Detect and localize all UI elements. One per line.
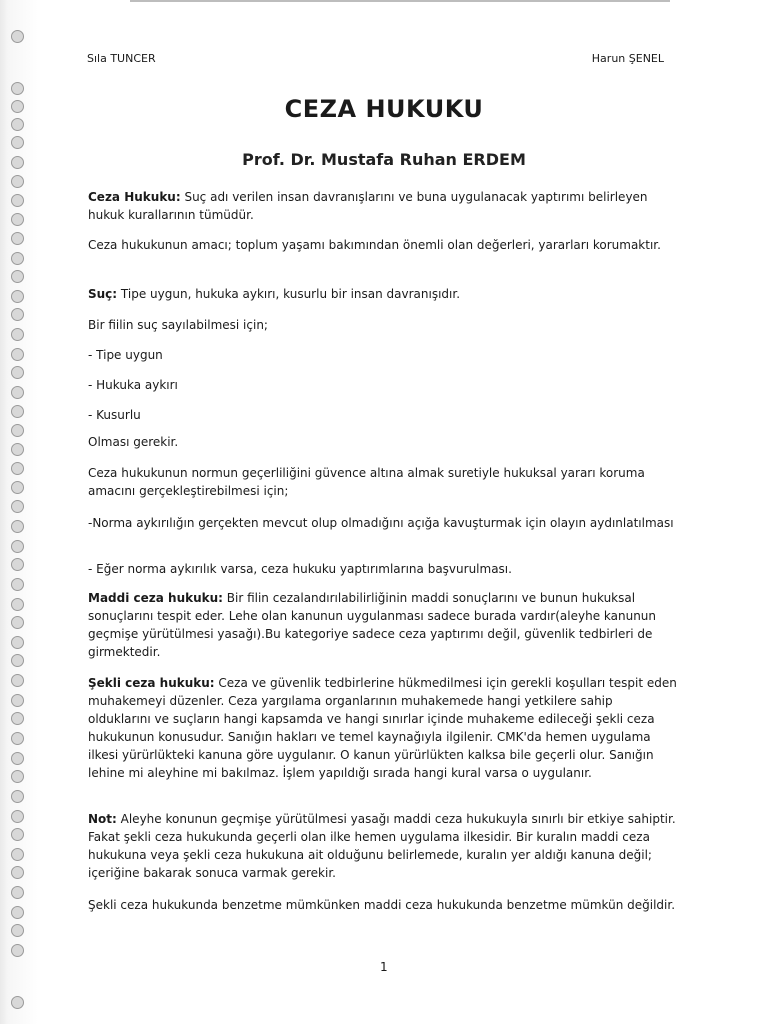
paragraph-text: - Tipe uygun [88,348,163,362]
paragraph-term: Not: [88,812,117,826]
paragraph-text: Suç adı verilen insan davranışlarını ve buna uygulanacak yaptırımı belirleyen hukuk kurallarının tümüdür. [88,190,648,222]
paragraph-text: -Norma aykırılığın gerçekten mevcut olup olmadığını açığa kavuşturmak için olayın aydınlatılması [88,516,674,530]
paragraph-benzetme [88,896,678,914]
list-item-hukuka-aykiri [88,376,678,394]
document-subtitle: Prof. Dr. Mustafa Ruhan ERDEM [242,150,526,169]
paragraph-text: - Hukuka aykırı [88,378,178,392]
paragraph-text: Ceza hukukunun amacı; toplum yaşamı bakımından önemli olan değerleri, yararları korumaktır. [88,238,661,252]
paragraph-suc-sartlari [88,316,678,334]
list-item-kusurlu [88,406,678,424]
paragraph-not [88,810,678,882]
paragraph-text: Şekli ceza hukukunda benzetme mümkünken maddi ceza hukukunda benzetme mümkün değildir. [88,898,676,912]
paragraph-text: Bir fiilin suç sayılabilmesi için; [88,318,268,332]
paragraph-olmasi-gerekir [88,433,678,451]
list-item-aydinlatma [88,514,678,532]
paragraph-ceza-hukuku [88,188,678,224]
paragraph-term: Maddi ceza hukuku: [88,591,223,605]
paragraph-term: Ceza Hukuku: [88,190,181,204]
paragraph-text: Aleyhe konunun geçmişe yürütülmesi yasağı maddi ceza hukukuyla sınırlı bir etkiye sahiptir. Fakat şekli ceza hukukunda geçerli olan ilke hemen uygulama ilkesidir. Bir kuralın maddi ceza hukukuna veya şekli ceza hukukuna ait olduğunu belirlemede, kuralın yer aldığı kanuna değil; içeriğine bakarak sonuca varmak gerekir. [88,812,676,880]
paragraph-term: Şekli ceza hukuku: [88,676,215,690]
author-left: Sıla TUNCER [87,52,156,65]
list-item-tipe-uygun [88,346,678,364]
paragraph-normun-gecerliligi [88,464,678,500]
paragraph-term: Suç: [88,287,118,301]
list-item-yaptirim [88,560,678,578]
paragraph-text: Ceza hukukunun normun geçerliliğini güvence altına almak suretiyle hukuksal yararı koruma amacını gerçekleştirebilmesi için; [88,466,645,498]
paragraph-sekli-ceza-hukuku [88,674,678,782]
paragraph-amac [88,236,678,254]
author-right: Harun ŞENEL [591,52,664,65]
paragraph-text: Ceza ve güvenlik tedbirlerine hükmedilmesi için gerekli koşulları tespit eden muhakemeyi düzenler. Ceza yargılama organlarının muhakemede hangi yetkilere sahip olduklarını ve suçların hangi kapsamda ve hangi sınırlar içinde muhakeme edileceği şekli ceza hukukunun konusudur. Sanığın hakları ve temel kaynağıyla ilgilenir. CMK'da hemen uygulama ilkesi yürürlükteki kanuna göre uygulanır. O kanun yürürlükten kalksa bile geçerli olur. Sanığın lehine mi aleyhine mi bakılmaz. İşlem yapıldığı sırada hangi kural varsa o uygulanır. [88,676,677,780]
paragraph-text: - Kusurlu [88,408,141,422]
paragraph-text: Tipe uygun, hukuka aykırı, kusurlu bir insan davranışıdır. [117,287,461,301]
paragraph-maddi-ceza-hukuku [88,589,678,661]
page-number: 1 [380,960,388,974]
paragraph-suc [88,285,678,303]
document-title: CEZA HUKUKU [284,95,484,123]
paragraph-text: - Eğer norma aykırılık varsa, ceza hukuku yaptırımlarına başvurulması. [88,562,512,576]
paragraph-text: Olması gerekir. [88,435,179,449]
paragraph-text: Bir filin cezalandırılabilirliğinin maddi sonuçlarını ve bunun hukuksal sonuçlarını tespit eder. Lehe olan kanunun uygulanması sadece burada vardır(aleyhe kanunun geçmişe yürütülmesi yasağı).Bu kategoriye sadece ceza yaptırımı değil, güvenlik tedbirleri de girmektedir. [88,591,657,659]
